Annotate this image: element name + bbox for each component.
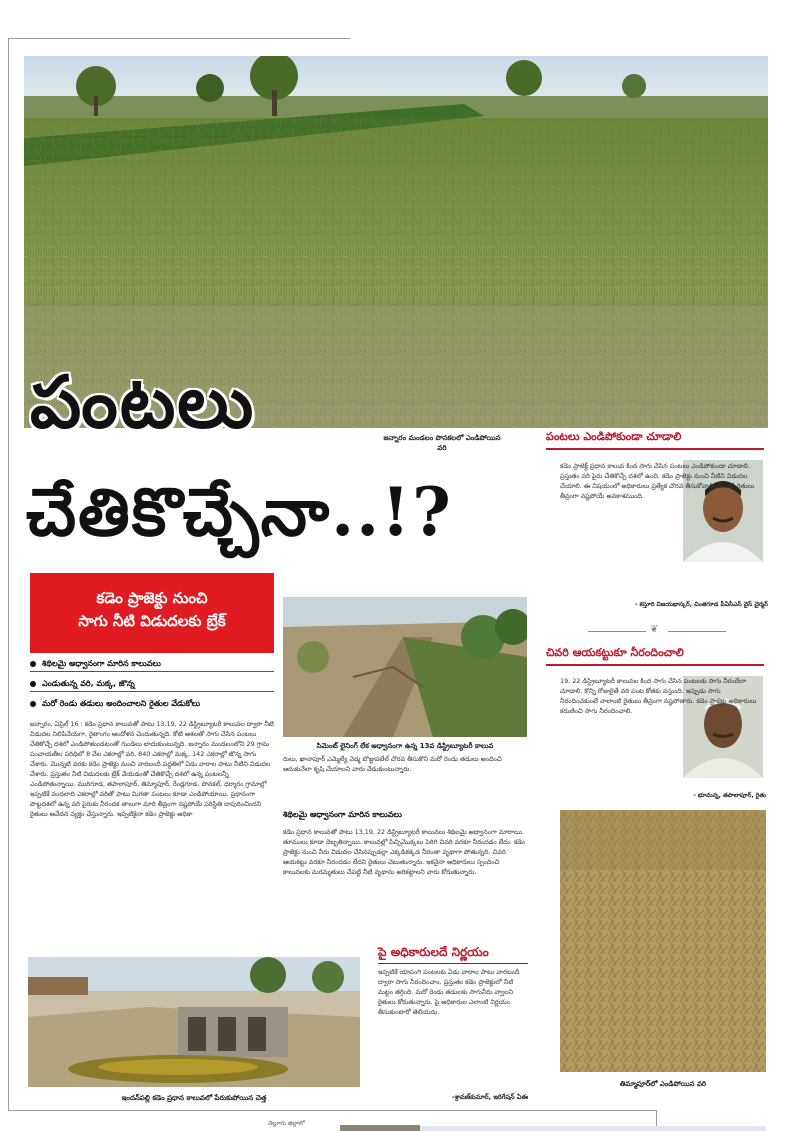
page-top-rule (8, 38, 350, 39)
right-photo-dried-paddy (560, 810, 766, 1072)
right-photo-caption: తిమ్మాపూర్‌లో ఎండిపోయిన వరి (619, 1080, 707, 1088)
canal-photo-caption: సిమెంట్ లైనింగ్ లేక అధ్వానంగా ఉన్న 13వ డిస్ట్రిబ్యూటరీ కాలువ (316, 742, 494, 750)
bullet-text: ఎండుతున్న వరి, మక్క, జొన్న (42, 679, 135, 688)
bottom-photo-edge (340, 1125, 420, 1131)
subhead-line-2: సాగు నీటి విడుదలకు బ్రేక్ (78, 612, 226, 630)
main-body-text: జన్నారం, ఏప్రిల్ 16 : కడెం ప్రధాన కాలువతో పాటు 13,19, 22 డిస్ట్రిబ్యూటరీ కాలువల ద్వారా నీటి విడుదల నిలిపివేయగా, రైతాంగం ఆందోళన చెందుతున్నది. కోటి ఆశలతో సాగు చేసిన పంటలు చేతికొచ్చే దశలో ఎండిపోతుండటంతో గుండెలు బాదుకుంటున్నది. జన్నారం మండలంలోని 29 గ్రామ పంచాయతీల పరిధిలో 8 వేల ఎకరాల్లో వరి, 840 ఎకరాల్లో మక్క, 142 ఎకరాల్లో జొన్న సాగు చేశారు. మొన్నటి వరకు కడెం ప్రాజెక్టు నుంచి వారబందీ పద్ధతిలో ఏడు వారాల పాటు నీటిని విడుదల చేశారు. ప్రస్తుతం నీటి విడుదలకు బ్రేక్ వేయడంతో చేతికొచ్చే దశలో ఉన్న పంటలన్నీ ఎండిపోతున్నాయి. మురిగూడ, తపాలాపూర్, తిమ్మాపూర్, రేండ్లగూడ, పొనకల్, ధర్మారం గ్రామాల్లో ఇప్పటికే వందలాది ఎకరాల్లో వరితో పాటు మిగతా పంటలు కూడా ఎండిపోయాయి. ప్రధానంగా పొట్టదశలో ఉన్న వరి పైరుకు నీరందక తాలుగా మారి తీవ్రంగా నష్టపోయే పరిస్థితి దాపురించిందని రైతులు ఆవేదన వ్యక్తం చేస్తున్నారు. ఇప్పటికైనా కడెం ప్రాజెక్టు అధికా (30, 720, 274, 818)
officials-heading-rule (378, 963, 528, 964)
headline-line-1: పంటలు (30, 359, 256, 444)
bullet-dot (30, 681, 36, 687)
page-bottom-rule (8, 1110, 656, 1111)
sidebar-divider-right (668, 631, 726, 632)
bullet-dot (30, 661, 36, 667)
bullet-item-2 (30, 677, 274, 692)
dried-paddy-illustration (560, 810, 766, 1072)
bottom-snippet: నెల్లూరు జిల్లాలో (268, 1120, 305, 1127)
sidebar-1-byline: - కస్తూరి విజయభాస్కర్, చింతగూడ పీఏసీఎస్ వైస్ చైర్మన్ (634, 601, 768, 608)
subhead-banner (30, 573, 274, 653)
bullet-dot (30, 701, 36, 707)
subhead-line-1: కడెం ప్రాజెక్టు నుంచి (96, 589, 208, 607)
bullet-text: శిథిలమై అధ్వానంగా మారిన కాలువలు (42, 659, 161, 668)
sidebar-2-byline: - భూమన్న, తపాలాపూర్, రైతు (693, 792, 766, 799)
officials-body-text: ఇప్పటికే యాసంగి పంటలకు ఏడు వారాల పాటు వారబందీ ద్వారా సాగు నీరందించాం. ప్రస్తుతం కడెం ప్రాజెక్టులో నీటి మట్టం తగ్గింది. మరో రెండు తడులకు సాగునీరు వ్వాలని రైతులు కోరుతున్నారు. పై అధికారుల ఎలాంటి నిర్ణయం తీసుకుంటారో తెలియదు. (378, 968, 520, 1016)
dam-illustration (28, 957, 360, 1087)
sidebar-divider-left (588, 631, 646, 632)
sidebar-2-body-text: 19, 22 డిస్ట్రిబ్యూటరీ కాలువల కింద సాగు చేసిన పంటలకు సాగు నీరందేలా చూడాలి. కొన్ని రోజులైతే వరి పంట కోతకు వస్తుంది. ఇప్పుడు సాగు నీరందించకుంటే నాలాంటి రైతులు తీవ్రంగా నష్టపోతారు. కడెం ప్రాజెక్టు అధికారులు కరుణించి సాగు నీరందించాలి. (560, 677, 757, 715)
officials-byline: -శ్రావణ్‌కుమార్, ఇరిగేషన్ ఏఈ (451, 1093, 528, 1101)
middle-subhead: శిథిలమై అధ్వానంగా మారిన కాలువలు (283, 810, 402, 819)
canal-illustration (283, 597, 527, 737)
sidebar-2-heading-rule (546, 664, 764, 666)
bullet-text: మరో రెండు తడులు అందించాలని రైతుల వేడుకోలు (42, 699, 201, 708)
sidebar-1-body-text: కడెం ప్రాజెక్ట్ ప్రధాన కాలువ కింద సాగు చేసిన పంటలు ఎండిపోకుండా చూడాలి. ప్రస్తుతం వరి పైరు చేతికొచ్చే దశలో ఉంది. కడెం ప్రాజెక్టు నుంచి నీటిని విడుదల చేయాలి. ఈ విషయంలో అధికారులు ప్రత్యేక చొరవ తీసుకోవాలి. లేదంటే రైతులు తీవ్రంగా నష్టపోయే అవకాశముంది. (560, 462, 755, 500)
middle-body-text-1: రులు, ఖానాపూర్ ఎమ్మెల్యే వెడ్మ బొజ్జుపటేల్ చొరవ తీసుకొని మరో రెండు తడులు అందించి ఆదుకునేలా కృషి చేయాలని వారు వేడుకుంటున్నారు. (283, 755, 502, 773)
sidebar-2-heading: చివరి ఆయకట్టుకూ నీరందించాలి (546, 646, 684, 659)
canal-photo (283, 597, 527, 737)
headline-line-2: చేతికొచ్చేనా..!? (26, 473, 453, 551)
top-photo-caption: జన్నారం మండలం పొనకలలో ఎండిపోయిన వరి (383, 434, 501, 452)
officials-heading: పై అధికారులదే నిర్ణయం (378, 945, 489, 959)
bullet-item-1 (30, 657, 274, 672)
dam-photo-caption: ఇందన్‌పల్లి కడెం ప్రధాన కాలువలో పేరుకుపోయిన చెత్త (121, 1094, 267, 1102)
sidebar-1-heading: పంటలు ఎండిపోకుండా చూడాలి (546, 430, 682, 443)
bottom-banner-edge (420, 1126, 766, 1131)
bullet-item-3 (30, 697, 274, 711)
dam-photo (28, 957, 360, 1087)
middle-body-text-2: కడెం ప్రధాన కాలువతో పాటు 13,19, 22 డిస్ట్రిబ్యూటరీ కాలువలు శిథిలమై అధ్వానంగా మారాయి. తూములు కూడా దెబ్బతిన్నాయి. కాలువల్లో పిచ్చిమొక్కలు పెరిగి చివరి వరకూ నీరందడం లేదు. కడెం ప్రాజెక్టు నుంచి నీరు విడుదల చేసినప్పుడల్లా ఎక్కడికక్కడ నీరంతా వృథాగా పోతున్నది. చివరి ఆయకట్టు వరకూ నీరందడం లేదని రైతులు చెబుతున్నారు. ఇకనైనా అధికారులు స్పందించి కాలువలకు మరమ్మతులు చేపట్టి నీటి వృథాను అరికట్టాలని వారు కోరుతున్నారు. (283, 828, 526, 876)
page-left-rule (8, 38, 9, 1110)
sidebar-divider-ornament: ❦ (650, 624, 659, 635)
sidebar-1-heading-rule (546, 448, 764, 450)
